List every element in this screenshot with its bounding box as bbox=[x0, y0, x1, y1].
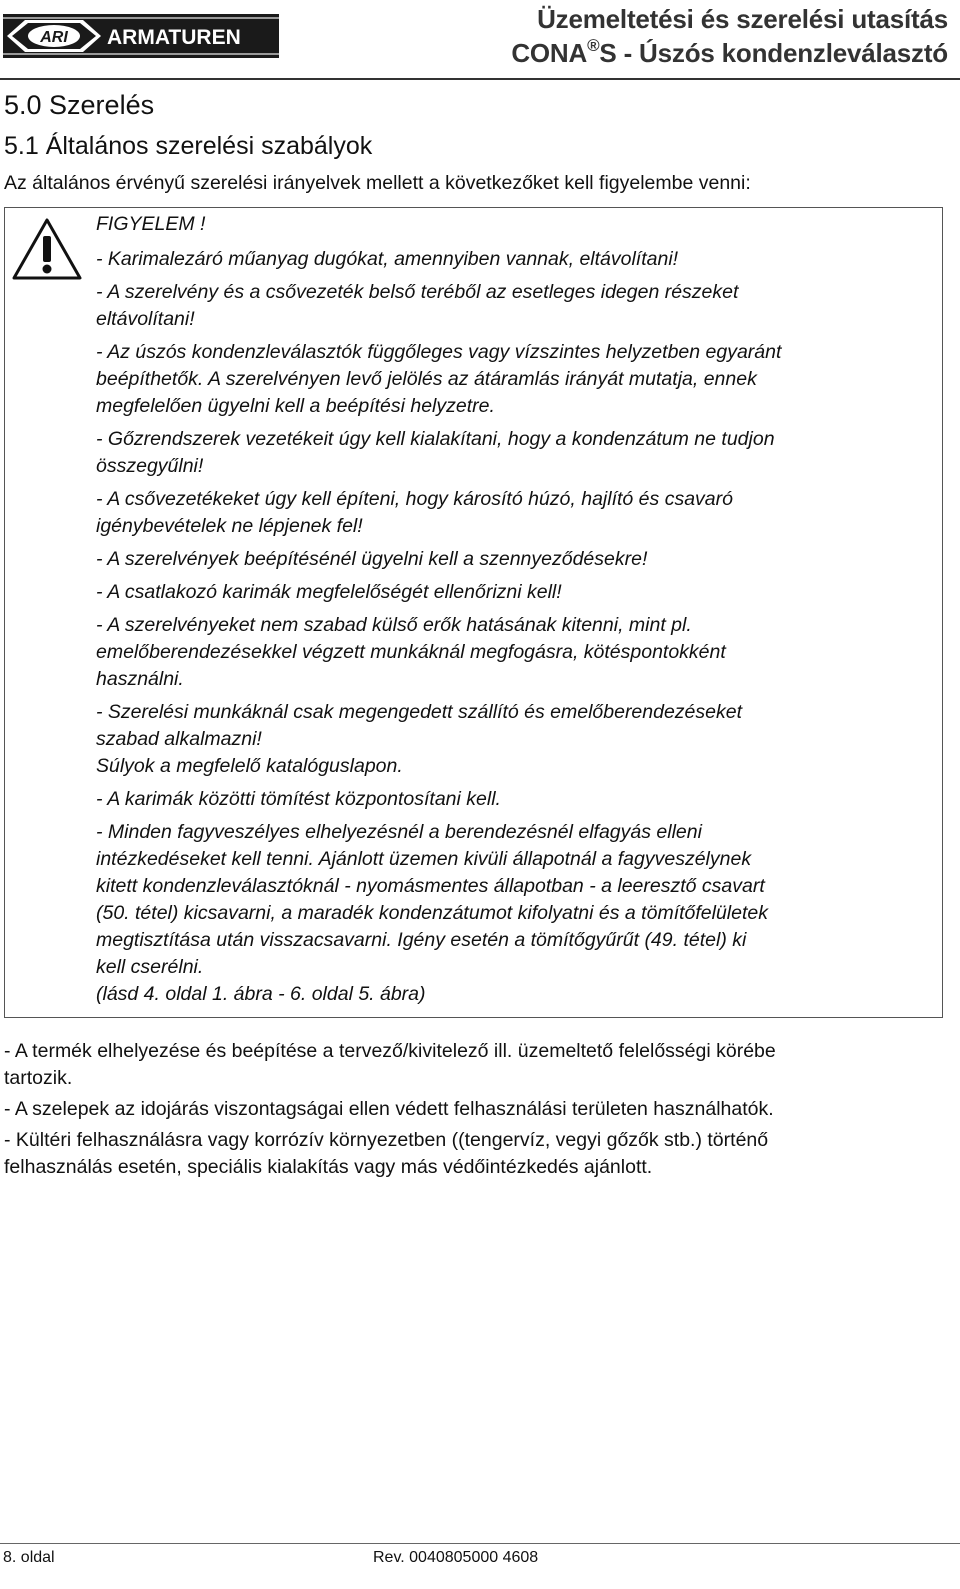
subsection-heading: 5.1 Általános szerelési szabályok bbox=[4, 132, 373, 160]
section-heading: 5.0 Szerelés bbox=[4, 90, 155, 120]
warning-item-line: igénybevételek ne lépjenek fel! bbox=[96, 515, 363, 537]
warning-item-line: - A karimák közötti tömítést központosítani kell. bbox=[96, 788, 501, 810]
warning-item bbox=[96, 786, 936, 813]
warning-item-line: megtisztítása után visszacsavarni. Igény esetén a tömítőgyűrűt (49. tétel) ki bbox=[96, 929, 747, 951]
warning-item-line: kell cserélni. bbox=[96, 956, 204, 978]
warning-item bbox=[96, 579, 936, 606]
warning-triangle-icon bbox=[11, 216, 83, 282]
warning-item-line: (50. tétel) kicsavarni, a maradék kondenzátumot kifolyatni és a tömítőfelületek bbox=[96, 902, 768, 924]
warning-item bbox=[96, 819, 936, 1008]
warning-box bbox=[4, 207, 943, 1018]
warning-item-line: - A csatlakozó karimák megfelelőségét ellenőrizni kell! bbox=[96, 581, 562, 603]
warning-item-line: - Minden fagyveszélyes elhelyezésnél a berendezésnél elfagyás elleni bbox=[96, 821, 702, 843]
warning-item-line: - A szerelvény és a csővezeték belső teréből az esetleges idegen részeket bbox=[96, 281, 739, 303]
warning-item-line: kitett kondenzleválasztóknál - nyomásmentes állapotban - a leeresztő csavart bbox=[96, 875, 765, 897]
svg-text:ARMATUREN: ARMATUREN bbox=[107, 26, 241, 49]
note-item-line: - A termék elhelyezése és beépítése a tervező/kivitelező ill. üzemeltető felelősségi körébe bbox=[4, 1040, 776, 1062]
warning-item-line: beépíthetők. A szerelvényen levő jelölés az átáramlás irányát mutatja, ennek bbox=[96, 368, 757, 390]
warning-item-line: emelőberendezésekkel végzett munkáknál megfogásra, kötéspontokként bbox=[96, 641, 726, 663]
warning-item-line: - A szerelvényeket nem szabad külső erők hatásának kitenni, mint pl. bbox=[96, 614, 692, 636]
ari-armaturen-logo bbox=[3, 14, 279, 58]
warning-item-line: használni. bbox=[96, 668, 184, 690]
warning-list bbox=[96, 246, 936, 1014]
note-item bbox=[4, 1127, 954, 1181]
warning-item-line: eltávolítani! bbox=[96, 308, 195, 330]
warning-item-line: - A szerelvények beépítésénél ügyelni kell a szennyeződésekre! bbox=[96, 548, 648, 570]
note-item-line: - A szelepek az idojárás viszontagságai ellen védett felhasználási területen használhatók. bbox=[4, 1098, 774, 1120]
intro-paragraph: Az általános érvényű szerelési irányelvek mellett a következőket kell figyelembe venni: bbox=[4, 172, 751, 194]
warning-item bbox=[96, 279, 936, 333]
note-item-line: tartozik. bbox=[4, 1067, 73, 1089]
warning-item-line: (lásd 4. oldal 1. ábra - 6. oldal 5. ábra) bbox=[96, 983, 426, 1005]
warning-item bbox=[96, 546, 936, 573]
warning-item-line: - Gőzrendszerek vezetékeit úgy kell kialakítani, hogy a kondenzátum ne tudjon bbox=[96, 428, 775, 450]
document-title: Üzemeltetési és szerelési utasítás bbox=[537, 4, 948, 34]
warning-item bbox=[96, 339, 936, 420]
warning-item bbox=[96, 612, 936, 693]
warning-item-line: szabad alkalmazni! bbox=[96, 728, 262, 750]
warning-item-line: - Karimalezáró műanyag dugókat, amennyiben vannak, eltávolítani! bbox=[96, 248, 679, 270]
warning-item-line: összegyűlni! bbox=[96, 455, 204, 477]
warning-item-line: - Szerelési munkáknál csak megengedett szállító és emelőberendezéseket bbox=[96, 701, 743, 723]
page-header bbox=[0, 0, 960, 78]
warning-item-line: intézkedéseket kell tenni. Ajánlott üzemen kivüli állapotnál a fagyveszélynek bbox=[96, 848, 752, 870]
warning-item bbox=[96, 699, 936, 780]
warning-item bbox=[96, 426, 936, 480]
product-title: CONA®S - Úszós kondenzleválasztó bbox=[511, 36, 948, 68]
warning-item bbox=[96, 246, 936, 273]
page-number: 8. oldal bbox=[3, 1549, 55, 1566]
header-divider bbox=[0, 78, 960, 80]
svg-text:ARI: ARI bbox=[40, 29, 68, 46]
notes-list bbox=[4, 1038, 954, 1185]
note-item-line: - Kültéri felhasználásra vagy korrózív környezetben ((tengervíz, vegyi gőzők stb.) történő bbox=[4, 1129, 769, 1151]
warning-item bbox=[96, 486, 936, 540]
warning-item-line: - A csővezetékeket úgy kell építeni, hogy károsító húzó, hajlító és csavaró bbox=[96, 488, 733, 510]
warning-heading: FIGYELEM ! bbox=[96, 213, 206, 235]
note-item bbox=[4, 1038, 954, 1092]
note-item bbox=[4, 1096, 954, 1123]
warning-item-line: megfelelően ügyelni kell a beépítési helyzetre. bbox=[96, 395, 495, 417]
revision-number: Rev. 0040805000 4608 bbox=[373, 1549, 539, 1566]
note-item-line: felhasználás esetén, speciális kialakítás vagy más védőintézkedés ajánlott. bbox=[4, 1156, 653, 1178]
footer-divider bbox=[0, 1543, 960, 1544]
warning-item-line: - Az úszós kondenzleválasztók függőleges vagy vízszintes helyzetben egyaránt bbox=[96, 341, 782, 363]
warning-item-line: Súlyok a megfelelő katalóguslapon. bbox=[96, 755, 403, 777]
